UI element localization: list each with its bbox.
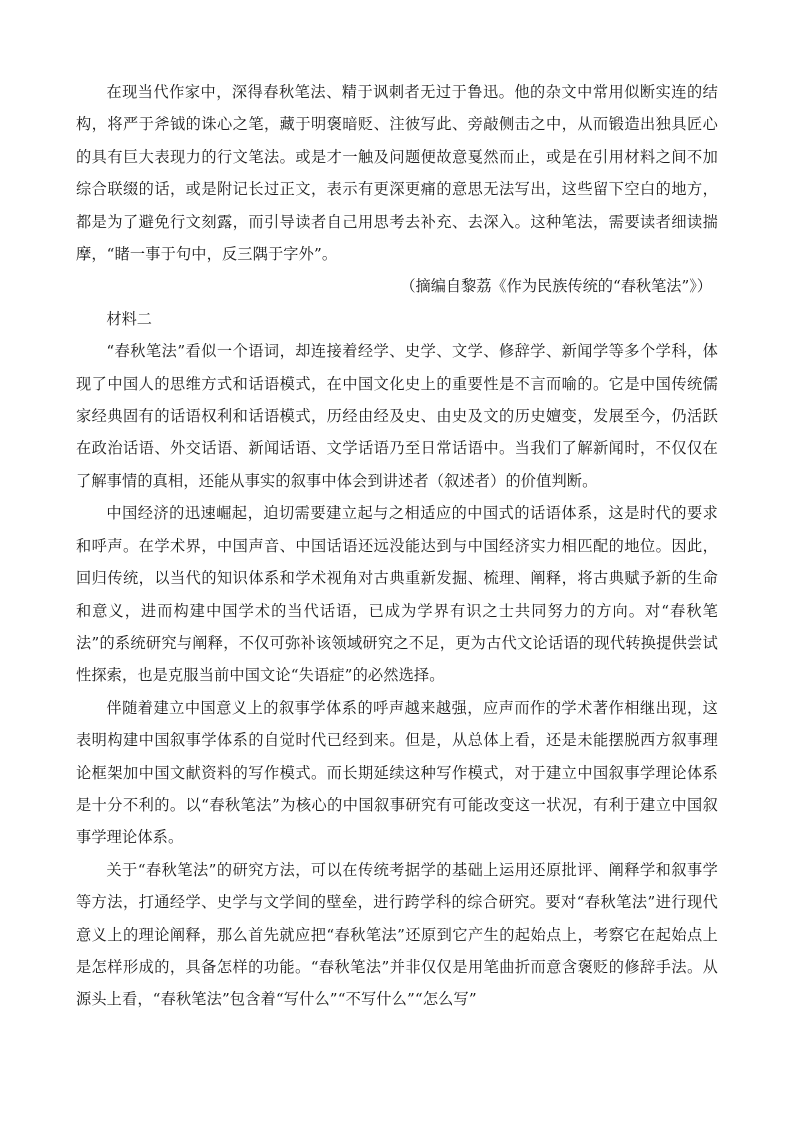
material2-paragraph-4: 关于“春秋笔法”的研究方法，可以在传统考据学的基础上运用还原批评、阐释学和叙事学等方法，打通经学、史学与文学间的壁垒，进行跨学科的综合研究。要对“春秋笔法”进行现代意义上的理论阐释，那么首先就应把“春秋笔法”还原到它产生的起始点上，考察它在起始点上是怎样形成的，具备怎样的功能。“春秋笔法”并非仅仅是用笔曲折而意含褒贬的修辞手法。从源头上看，“春秋笔法”包含着“写什么”“不写什么”“怎么写” xyxy=(76,860,718,1009)
material2-paragraph-2: 中国经济的迅速崛起，迫切需要建立起与之相适应的中国式的话语体系，这是时代的要求和呼声。在学术界，中国声音、中国话语还远没能达到与中国经济实力相匹配的地位。因此，回归传统，以当代的知识体系和学术视角对古典重新发掘、梳理、阐释，将古典赋予新的生命和意义，进而构建中国学术的当代话语，已成为学界有识之士共同努力的方向。对“春秋笔法”的系统研究与阐释，不仅可弥补该领域研究之不足，更为古代文论话语的现代转换提供尝试性探索，也是克服当前中国文论“失语症”的必然选择。 xyxy=(76,504,718,685)
material2-heading: 材料二 xyxy=(106,309,152,328)
material1-source-citation: （摘编自黎荔《作为民族传统的“春秋笔法”》） xyxy=(400,277,712,296)
document-body xyxy=(76,76,718,1016)
material1-paragraph: 在现当代作家中，深得春秋笔法、精于讽刺者无过于鲁迅。他的杂文中常用似断实连的结构，将严于斧钺的诛心之笔，藏于明褒暗贬、注彼写此、旁敲侧击之中，从而锻造出独具匠心的具有巨大表现力的行文笔法。或是才一触及问题便故意戛然而止，或是在引用材料之间不加综合联缀的话，或是附记长过正文，表示有更深更痛的意思无法写出，这些留下空白的地方，都是为了避免行文刻露，而引导读者自己用思考去补充、去深入。这种笔法，需要读者细读揣摩，“睹一事于句中，反三隅于字外”。 xyxy=(76,83,718,264)
material2-paragraph-3: 伴随着建立中国意义上的叙事学体系的呼声越来越强，应声而作的学术著作相继出现，这表明构建中国叙事学体系的自觉时代已经到来。但是，从总体上看，还是未能摆脱西方叙事理论框架加中国文献资料的写作模式。而长期延续这种写作模式，对于建立中国叙事学理论体系是十分不利的。以“春秋笔法”为核心的中国叙事研究有可能改变这一状况，有利于建立中国叙事学理论体系。 xyxy=(76,698,718,847)
material2-paragraph-1: “春秋笔法”看似一个语词，却连接着经学、史学、文学、修辞学、新闻学等多个学科，体现了中国人的思维方式和话语模式，在中国文化史上的重要性是不言而喻的。它是中国传统儒家经典固有的话语权利和话语模式，历经由经及史、由史及文的历史嬗变，发展至今，仍活跃在政治话语、外交话语、新闻话语、文学话语乃至日常话语中。当我们了解新闻时，不仅仅在了解事情的真相，还能从事实的叙事中体会到讲述者（叙述者）的价值判断。 xyxy=(76,342,718,490)
